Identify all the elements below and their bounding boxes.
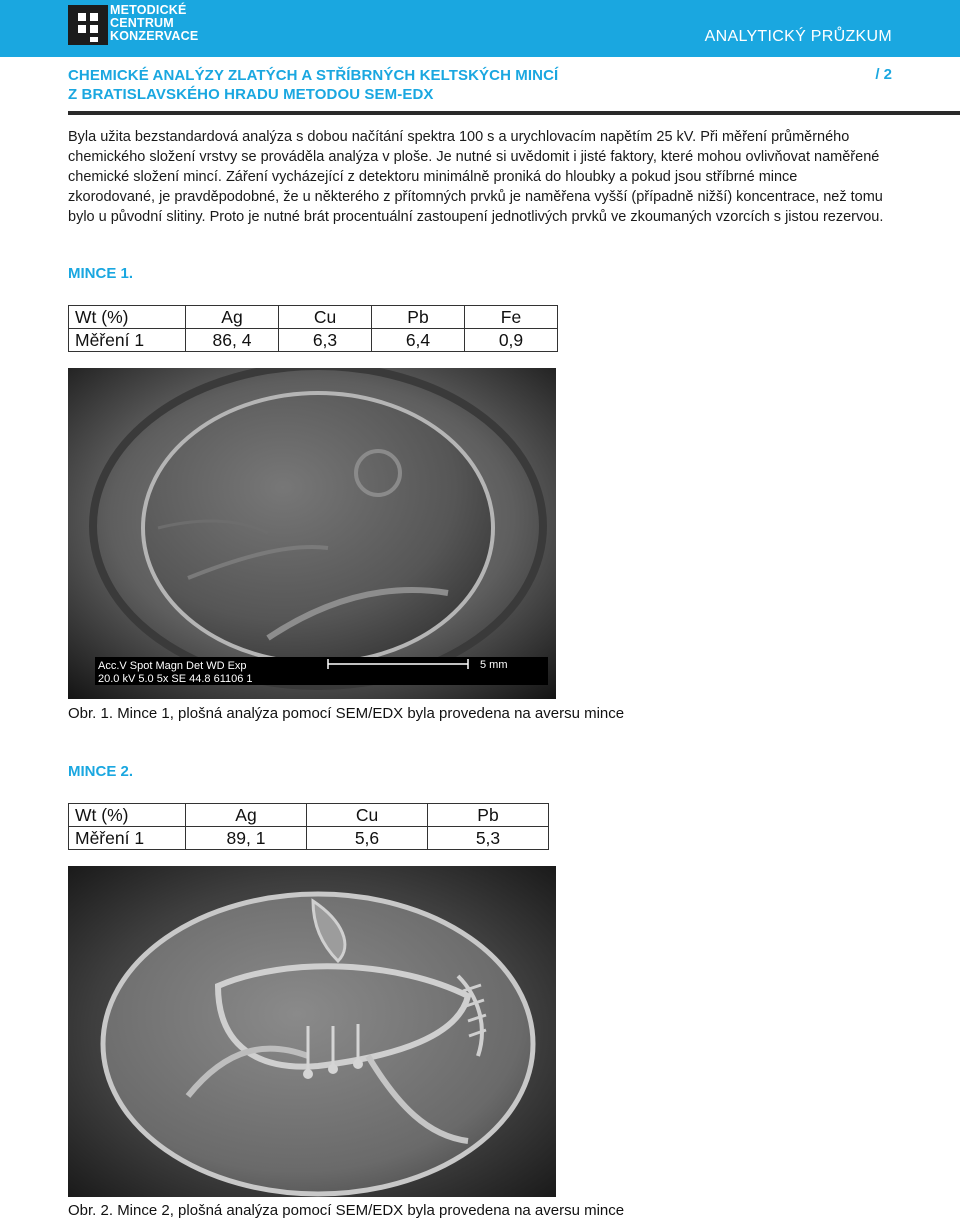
table-cell: Pb xyxy=(372,306,465,329)
coin2-caption: Obr. 2. Mince 2, plošná analýza pomocí SEM/EDX byla provedena na aversu mince xyxy=(68,1202,625,1219)
table-cell: Cu xyxy=(307,804,428,827)
body-paragraph: Byla užita bezstandardová analýza s dobou načítání spektra 100 s a urychlovacím napětím 25 kV. Při měření průměrného chemického složení vrstvy se prováděla analýza v ploše. Je nutné si uvědomit i jisté faktory, které mohou ovlivňovat naměřené chemické složení mincí. Záření vycházející z detektoru minimálně proniká do hloubky a pokud jsou stříbrné mince zkorodované, je pravděpodobné, že u některého z přítomných prvků je naměřena vyšší (případně nižší) koncentrace, než tomu bylo u původní slitiny. Proto je nutné brát procentuální zastoupení jednotlivých prvků ve zkoumaných vzorcích s jistou rezervou. xyxy=(68,129,884,225)
table-header-row xyxy=(69,804,549,827)
sem-info-line1: Acc.V Spot Magn Det WD Exp xyxy=(98,660,247,672)
logo-wordmark: METODICKÉ CENTRUM KONZERVACE xyxy=(110,3,199,43)
sem-info-line2: 20.0 kV 5.0 5x SE 44.8 61106 1 xyxy=(98,673,253,685)
coin2-composition-table xyxy=(68,803,549,850)
table-cell: Wt (%) xyxy=(69,306,186,329)
coin1-heading: MINCE 1. xyxy=(68,265,134,282)
table-cell: 89, 1 xyxy=(186,827,307,850)
coin2-heading: MINCE 2. xyxy=(68,763,134,780)
table-cell: 0,9 xyxy=(465,329,558,352)
table-cell: Měření 1 xyxy=(69,329,186,352)
coin1-caption: Obr. 1. Mince 1, plošná analýza pomocí SEM/EDX byla provedena na aversu mince xyxy=(68,705,625,722)
table-cell: Měření 1 xyxy=(69,827,186,850)
table-cell: Fe xyxy=(465,306,558,329)
table-cell: Pb xyxy=(428,804,549,827)
coin1-composition-table xyxy=(68,305,558,352)
coin1-sem-image xyxy=(68,368,556,699)
table-cell: 5,6 xyxy=(307,827,428,850)
header-bar xyxy=(0,0,960,57)
table-cell: Cu xyxy=(279,306,372,329)
table-header-row xyxy=(69,306,558,329)
table-cell: 86, 4 xyxy=(186,329,279,352)
table-cell: 6,3 xyxy=(279,329,372,352)
table-cell: Wt (%) xyxy=(69,804,186,827)
scale-label: 5 mm xyxy=(480,659,508,671)
document-title: CHEMICKÉ ANALÝZY ZLATÝCH A STŘÍBRNÝCH KELTSKÝCH MINCÍ Z BRATISLAVSKÉHO HRADU METODOU SEM-EDX xyxy=(68,67,559,103)
table-cell: Ag xyxy=(186,804,307,827)
page-number: / 2 xyxy=(875,66,892,83)
title-divider xyxy=(68,111,960,115)
table-cell: 5,3 xyxy=(428,827,549,850)
table-cell: Ag xyxy=(186,306,279,329)
table-row xyxy=(69,827,549,850)
section-label: ANALYTICKÝ PRŮZKUM xyxy=(704,28,892,45)
table-row xyxy=(69,329,558,352)
table-cell: 6,4 xyxy=(372,329,465,352)
coin2-sem-image xyxy=(68,866,556,1197)
